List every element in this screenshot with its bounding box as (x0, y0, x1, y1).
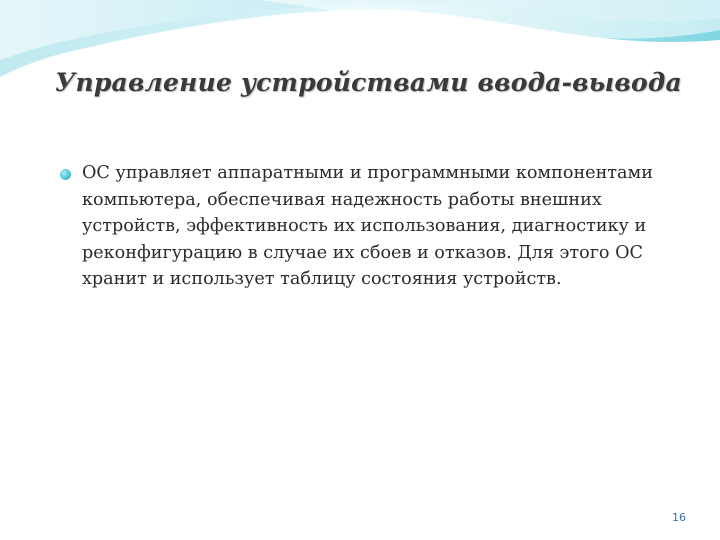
bullet-text: ОС управляет аппаратными и программными компонентами компьютера, обеспечивая надежность работы внешних устройств, эффективность их использования, диагностику и реконфигурацию в случае их сбоев и отказов. Для этого ОС хранит и использует таблицу состояния устройств. (82, 163, 653, 290)
slide-title: Управление устройствами ввода-вывода (55, 68, 682, 97)
header-wave-decoration (0, 0, 720, 120)
page-number: 16 (672, 511, 686, 524)
bullet-dot-icon (60, 169, 71, 180)
bullet-item (60, 160, 680, 293)
slide-content (60, 160, 680, 293)
